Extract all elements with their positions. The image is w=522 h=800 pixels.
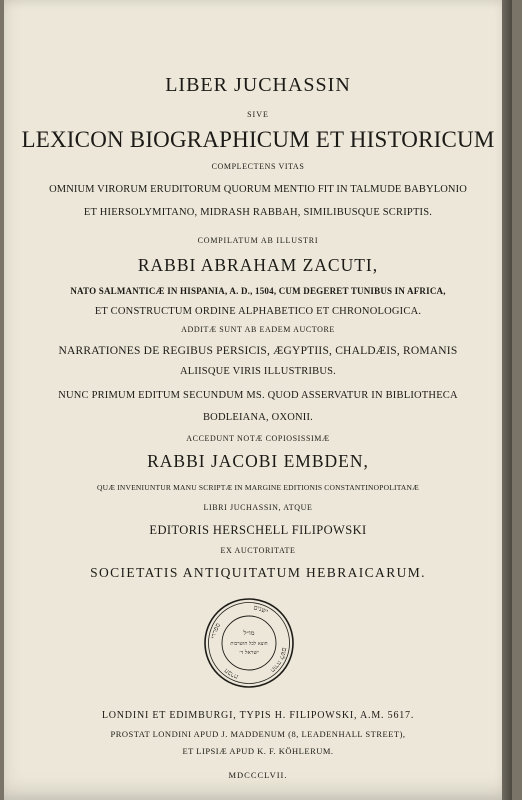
narrationes-line-2: ALIISQUE VIRIS ILLUSTRIBUS.: [180, 366, 336, 377]
imprint-line-3: ET LIPSIÆ APUD K. F. KÖHLERUM.: [182, 746, 334, 756]
narrationes-line-1: NARRATIONES DE REGIBUS PERSICIS, ÆGYPTIIS, CHALDÆIS, ROMANIS: [58, 345, 458, 357]
seal-outer-left: חברת: [222, 666, 240, 681]
publication-year: MDCCCLVII.: [228, 770, 288, 780]
seal-outer-text: [209, 621, 222, 639]
complectens-line: COMPLECTENS VITAS: [211, 162, 305, 171]
libri-line: LIBRI JUCHASSIN, ATQUE: [203, 503, 313, 512]
description-line-2: ET HIERSOLYMITANO, MIDRASH RABBAH, SIMILIBUSQUE SCRIPTIS.: [83, 207, 433, 218]
seal-outer-top: ספררי: [209, 621, 223, 640]
seal-outer-right: ישנים: [252, 603, 270, 616]
description-line-1: OMNIUM VIRORUM ERUDITORUM QUORUM MENTIO FIT IN TALMUDE BABYLONIO: [49, 184, 467, 195]
additae-line: ADDITÆ SUNT AB EADEM AUCTORE: [181, 325, 335, 334]
society-name: SOCIETATIS ANTIQUITATUM HEBRAICARUM.: [90, 565, 426, 580]
author-name: RABBI ABRAHAM ZACUTI,: [137, 255, 379, 275]
seal-inner-line-2: חוצא לכל חושרבות: [230, 641, 268, 647]
editor-name: EDITORIS HERSCHELL FILIPOWSKI: [149, 523, 367, 537]
seal-outer-bottom: תורה לשם: [268, 646, 289, 675]
title-page: [4, 0, 512, 800]
nunc-primum-line-2: BODLEIANA, OXONII.: [202, 412, 314, 423]
annotator-name: RABBI JACOBI EMBDEN,: [147, 451, 369, 471]
nunc-primum-line-1: NUNC PRIMUM EDITUM SECUNDUM MS. QUOD ASSERVATUR IN BIBLIOTHECA: [58, 390, 458, 401]
seal-inner-line-1: מו״ל: [243, 629, 255, 637]
imprint-line-1: LONDINI ET EDIMBURGI, TYPIS H. FILIPOWSKI, A.M. 5617.: [101, 710, 415, 721]
seal-outer-text-2: [253, 603, 270, 615]
quae-line: QUÆ INVENIUNTUR MANU SCRIPTÆ IN MARGINE EDITIONIS CONSTANTINOPOLITANÆ: [97, 483, 419, 492]
author-detail-line-1: NATO SALMANTICÆ IN HISPANIA, A. D., 1504, CUM DEGERET TUNIBUS IN AFRICA,: [70, 286, 446, 296]
imprint-line-2: PROSTAT LONDINI APUD J. MADDENUM (8, LEADENHALL STREET),: [110, 729, 406, 739]
author-detail-line-2: ET CONSTRUCTUM ORDINE ALPHABETICO ET CHRONOLOGICA.: [94, 306, 422, 317]
society-seal-stamp: [203, 597, 295, 689]
book-subtitle: LEXICON BIOGRAPHICUM ET HISTORICUM: [21, 127, 495, 152]
accedunt-line: ACCEDUNT NOTÆ COPIOSISSIMÆ: [186, 434, 330, 443]
sive-conjunction: SIVE: [247, 110, 269, 119]
seal-inner-line-3: ישראל ד׳: [239, 650, 259, 656]
compilatum-line: COMPILATUM AB ILLUSTRI: [197, 236, 319, 245]
ex-auctoritate-line: EX AUCTORITATE: [220, 546, 296, 555]
book-title: LIBER JUCHASSIN: [165, 74, 351, 96]
